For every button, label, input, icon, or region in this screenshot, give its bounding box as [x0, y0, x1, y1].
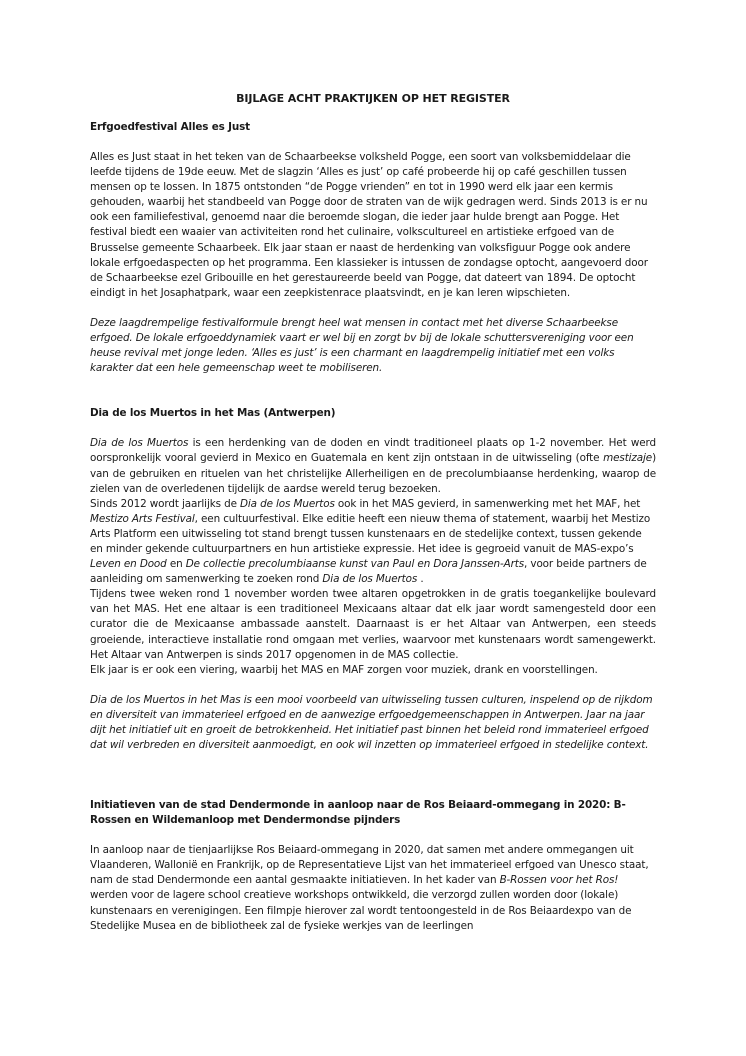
- section-quote-alles-es-just: Deze laagdrempelige festivalformule brengt heel wat mensen in contact met het diverse Schaarbeekse erfgoed. De lokale erfgoeddynamiek vaart er wel bij en zorgt bv bij de lokale schuttersvereniging voor een heuse revival met jonge leden. ‘Alles es just’ is een charmant en laagdrempelig initiatief met een volks karakter dat een hele gemeenschap weet te mobiliseren.: [90, 316, 634, 375]
- section-paragraph-dendermonde: In aanloop naar de tienjaarlijkse Ros Beiaard-ommegang in 2020, dat samen met andere ommegangen uit Vlaanderen, Wallonië en Frankrijk, op de Representatieve Lijst van het immaterieel erfgoed van Unesco staat, nam de stad Dendermonde een aantal gesmaakte initiatieven. In het kader van B-Rossen voor het Ros! werden voor de lagere school creatieve workshops ontwikkeld, die verzorgd zullen worden door (lokale) kunstenaars en verenigingen. Een filmpje hierover zal wordt tentoongesteld in de Ros Beiaardexpo van de Stedelijke Musea en de bibliotheek zal de fysieke werkjes van de leerlingen: [90, 844, 649, 932]
- section-heading-dia-de-los-muertos: Dia de los Muertos in het Mas (Antwerpen): [90, 407, 336, 420]
- section-paragraph-altars: Tijdens twee weken rond 1 november worden twee altaren opgetrokken in de gratis toegankelijke boulevard van het MAS. Het ene altaar is een traditioneel Mexicaans altaar dat elk jaar wordt samengesteld door een curator die de Mexicaanse ambassade aanstelt. Daarnaast is er het Altaar van Antwerpen, een steeds groeiende, interactieve installatie rond omgaan met verlies, waarvoor met kunstenaars wordt samengewerkt. Het Altaar van Antwerpen is sinds 2017 opgenomen in de MAS collectie.: [90, 588, 656, 661]
- section-paragraph-origin: Dia de los Muertos is een herdenking van de doden en vindt traditioneel plaats op 1-2 november. Het werd oorspronkelijk vooral gevierd in Mexico en Guatemala en kent zijn ontstaan in de uitwisseling (ofte mestizaje) van de gebruiken en rituelen van het christelijke Allerheiligen en de precolumbiaanse herdenking, waarop de zielen van de overledenen tijdelijk de aardse wereld terug bezoeken.: [90, 437, 656, 495]
- section-heading-alles-es-just: Erfgoedfestival Alles es Just: [90, 121, 250, 133]
- document-page: [90, 92, 656, 934]
- italic-term: Mestizo Arts Festival: [90, 512, 195, 525]
- italic-term: De collectie precolumbiaanse kunst van Paul en Dora Janssen-Arts: [185, 558, 525, 571]
- section-paragraph-mas: Sinds 2012 wordt jaarlijks de Dia de los Muertos ook in het MAS gevierd, in samenwerking met het MAF, het Mestizo Arts Festival, een cultuurfestival. Elke editie heeft een nieuw thema of statement, waarbij het Mestizo Arts Platform een uitwisseling tot stand brengt tussen kunstenaars en de stedelijke context, tussen gekende en minder gekende cultuurpartners en hun artistieke expressie. Het idee is gegroeid vanuit de MAS-expo’s Leven en Dood en De collectie precolumbiaanse kunst van Paul en Dora Janssen-Arts, voor beide partners de aanleiding om samenwerking te zoeken rond Dia de los Muertos .: [90, 497, 651, 586]
- section-quote-dia-de-los-muertos: Dia de los Muertos in het Mas is een mooi voorbeeld van uitwisseling tussen culturen, inspelend op de rijkdom en diversiteit van immaterieel erfgoed en de aanwezige erfgoedgemeenschappen in Antwerpen. Jaar na jaar dijt het initiatief uit en groeit de betrokkenheid. Het initiatief past binnen het beleid rond immaterieel erfgoed dat wil verbreden en diversiteit aanmoedigt, en ook wil inzetten op immaterieel erfgoed in stedelijke context.: [90, 693, 653, 752]
- section-paragraph-celebration: Elk jaar is er ook een viering, waarbij het MAS en MAF zorgen voor muziek, drank en voorstellingen.: [90, 663, 598, 676]
- italic-term: Dia de los Muertos: [90, 437, 189, 450]
- italic-term: Leven en Dood: [90, 558, 167, 571]
- italic-term: B-Rossen voor het Ros!: [499, 874, 619, 887]
- italic-term: Dia de los Muertos: [240, 497, 335, 510]
- section-body-alles-es-just: Alles es Just staat in het teken van de Schaarbeekse volksheld Pogge, een soort van volksbemiddelaar die leefde tijdens de 19de eeuw. Met de slagzin ‘Alles es just’ op café probeerde hij op café geschillen tussen mensen op te lossen. In 1875 ontstonden “de Pogge vrienden” en tot in 1990 werd elk jaar een kermis gehouden, waarbij het standbeeld van Pogge door de straten van de wijk gedragen werd. Sinds 2013 is er nu ook een familiefestival, genoemd naar die beroemde slogan, die ieder jaar hulde brengt aan Pogge. Het festival biedt een waaier van activiteiten rond het culinaire, volkscultureel en artistieke erfgoed van de Brusselse gemeente Schaarbeek. Elk jaar staan er naast de herdenking van volksfiguur Pogge ook andere lokale erfgoedaspecten op het programma. Een klassieker is intussen de zondagse optocht, aangevoerd door de Schaarbeekse ezel Gribouille en het gerestaureerde beeld van Pogge, dat dateert van 1894. De optocht eindigt in het Josaphatpark, waar een zeepkistenrace plaatsvindt, en je kan leren wipschieten.: [90, 151, 648, 299]
- document-title: BIJLAGE ACHT PRAKTIJKEN OP HET REGISTER: [236, 92, 510, 105]
- section-heading-dendermonde: Initiatieven van de stad Dendermonde in aanloop naar de Ros Beiaard-ommegang in 2020: B-Rossen en Wildemanloop met Dendermondse pijnders: [90, 799, 626, 827]
- italic-term: Dia de los Muertos: [322, 573, 418, 586]
- italic-term: mestizaje: [603, 452, 653, 465]
